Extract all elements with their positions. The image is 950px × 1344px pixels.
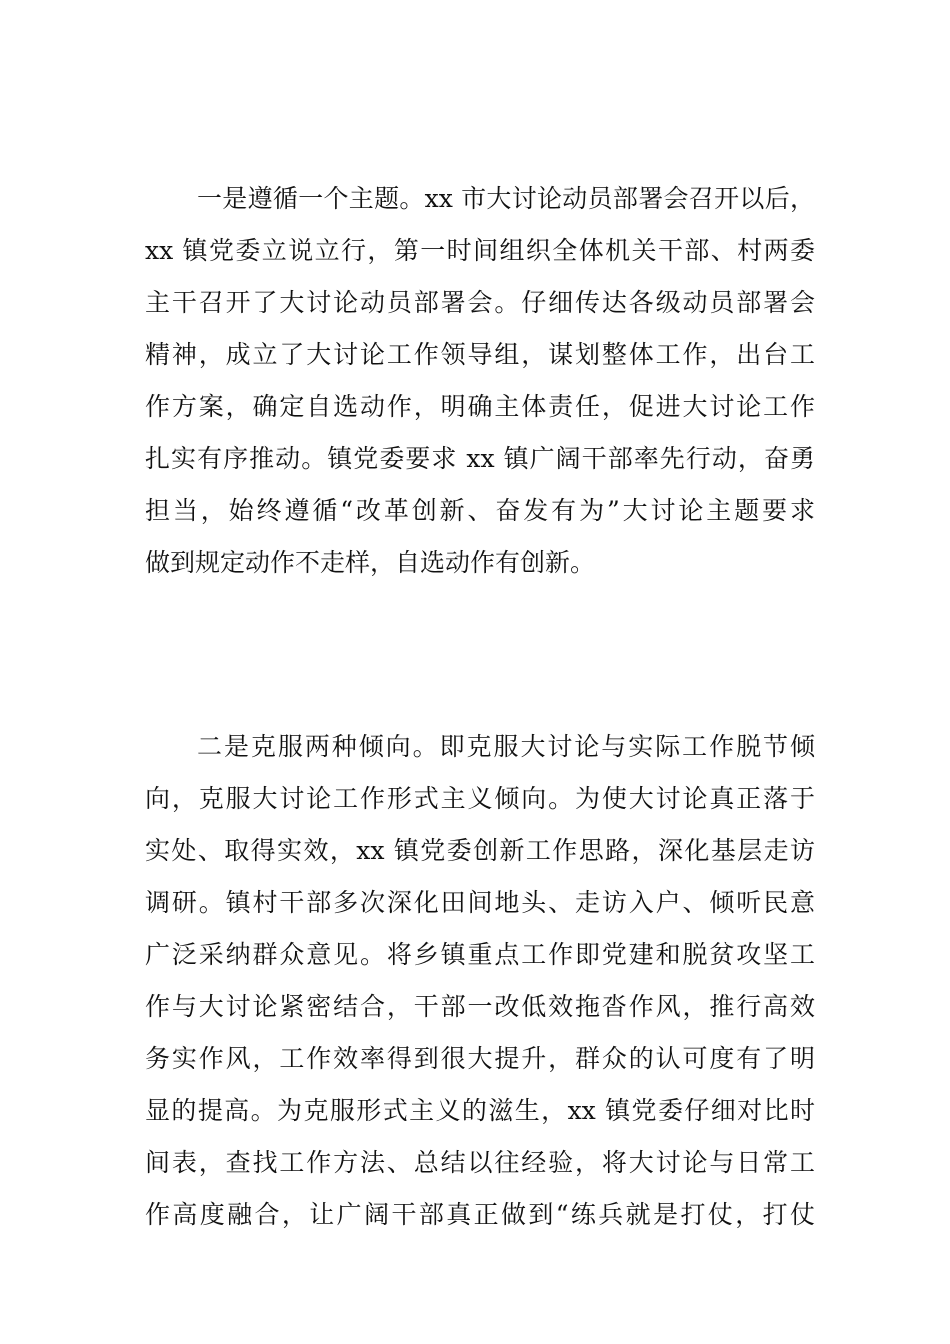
- paragraph-line: xx 镇党委立说立行，第一时间组织全体机关干部、村两委: [145, 236, 815, 265]
- paragraph-line: 一是遵循一个主题。xx 市大讨论动员部署会召开以后，: [197, 184, 815, 213]
- paragraph-line: 做到规定动作不走样，自选动作有创新。: [145, 548, 596, 577]
- paragraph-1: [145, 173, 815, 589]
- paragraph-line: 显的提高。为克服形式主义的滋生，xx 镇党委仔细对比时: [145, 1096, 815, 1125]
- paragraph-line: 作高度融合，让广阔干部真正做到“练兵就是打仗，打仗: [145, 1200, 815, 1229]
- paragraph-line: 实处、取得实效，xx 镇党委创新工作思路，深化基层走访: [145, 836, 815, 865]
- paragraph-line: 担当，始终遵循“改革创新、奋发有为”大讨论主题要求: [145, 496, 815, 525]
- paragraph-line: 向，克服大讨论工作形式主义倾向。为使大讨论真正落于: [145, 784, 815, 813]
- paragraph-line: 作与大讨论紧密结合，干部一改低效拖沓作风，推行高效: [145, 992, 815, 1021]
- paragraph-2: [145, 721, 815, 1241]
- paragraph-line: 精神，成立了大讨论工作领导组，谋划整体工作，出台工: [145, 340, 815, 369]
- paragraph-line: 调研。镇村干部多次深化田间地头、走访入户、倾听民意: [145, 888, 815, 917]
- paragraph-line: 扎实有序推动。镇党委要求 xx 镇广阔干部率先行动，奋勇: [145, 444, 815, 473]
- paragraph-line: 间表，查找工作方法、总结以往经验，将大讨论与日常工: [145, 1148, 815, 1177]
- paragraph-line: 广泛采纳群众意见。将乡镇重点工作即党建和脱贫攻坚工: [145, 940, 815, 969]
- paragraph-line: 务实作风，工作效率得到很大提升，群众的认可度有了明: [145, 1044, 815, 1073]
- paragraph-line: 二是克服两种倾向。即克服大讨论与实际工作脱节倾: [197, 732, 815, 761]
- paragraph-line: 主干召开了大讨论动员部署会。仔细传达各级动员部署会: [145, 288, 815, 317]
- paragraph-line: 作方案，确定自选动作，明确主体责任，促进大讨论工作: [145, 392, 815, 421]
